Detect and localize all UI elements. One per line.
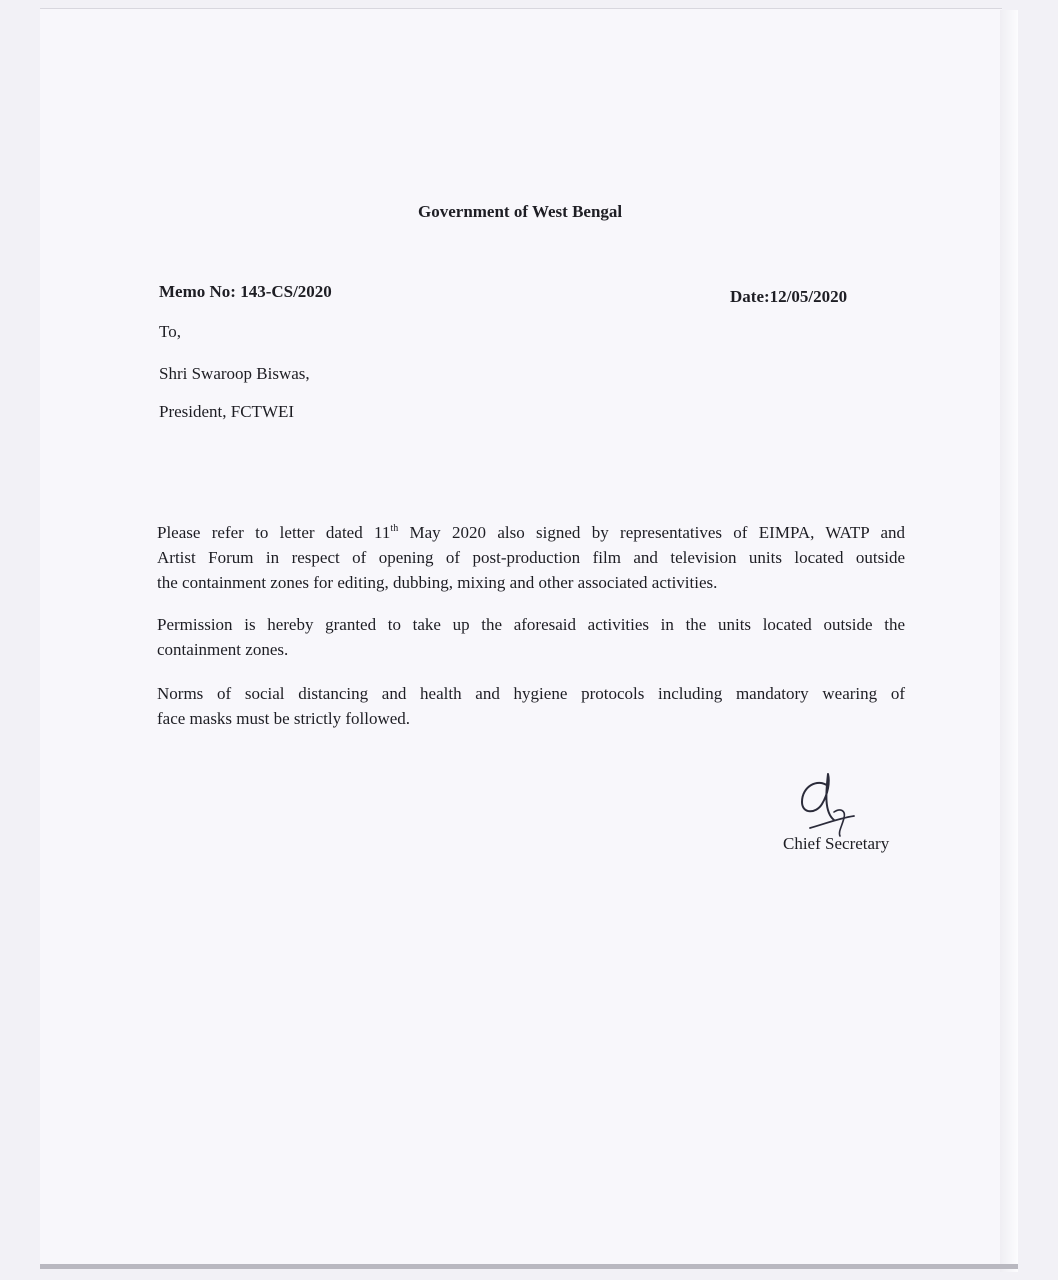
addressee-designation: President, FCTWEI [159, 402, 295, 421]
body-paragraph-permission [157, 612, 905, 662]
body-paragraph-norms [157, 681, 905, 731]
paragraph-line: Norms of social distancing and health and hygiene protocols including mandatory wearing of [157, 684, 905, 703]
page-title: Government of West Bengal [418, 202, 623, 221]
salutation: To, [159, 322, 181, 341]
paragraph-line: containment zones. [157, 640, 289, 659]
paragraph-line: Artist Forum in respect of opening of post-production film and television units located outside [157, 548, 905, 567]
memo-number: Memo No: 143-CS/2020 [159, 282, 332, 301]
page-edge-shadow [1000, 10, 1018, 1272]
ordinal-suffix: th [390, 523, 399, 534]
memo-date: Date:12/05/2020 [730, 287, 848, 306]
paragraph-line: Permission is hereby granted to take up the aforesaid activities in the units located outside the [157, 615, 905, 634]
paragraph-line: the containment zones for editing, dubbing, mixing and other associated activities. [157, 573, 718, 592]
paragraph-line: face masks must be strictly followed. [157, 709, 411, 728]
signatory-title: Chief Secretary [783, 834, 890, 853]
paragraph-text: May 2020 also signed by representatives of EIMPA, WATP and [398, 523, 905, 542]
paragraph-line [157, 520, 905, 545]
paragraph-text: Please refer to letter dated 11 [157, 523, 391, 542]
body-paragraph-reference [157, 520, 905, 595]
addressee-name: Shri Swaroop Biswas, [159, 364, 310, 383]
signature-mark [788, 768, 858, 838]
page-bottom-edge [40, 1264, 1018, 1269]
